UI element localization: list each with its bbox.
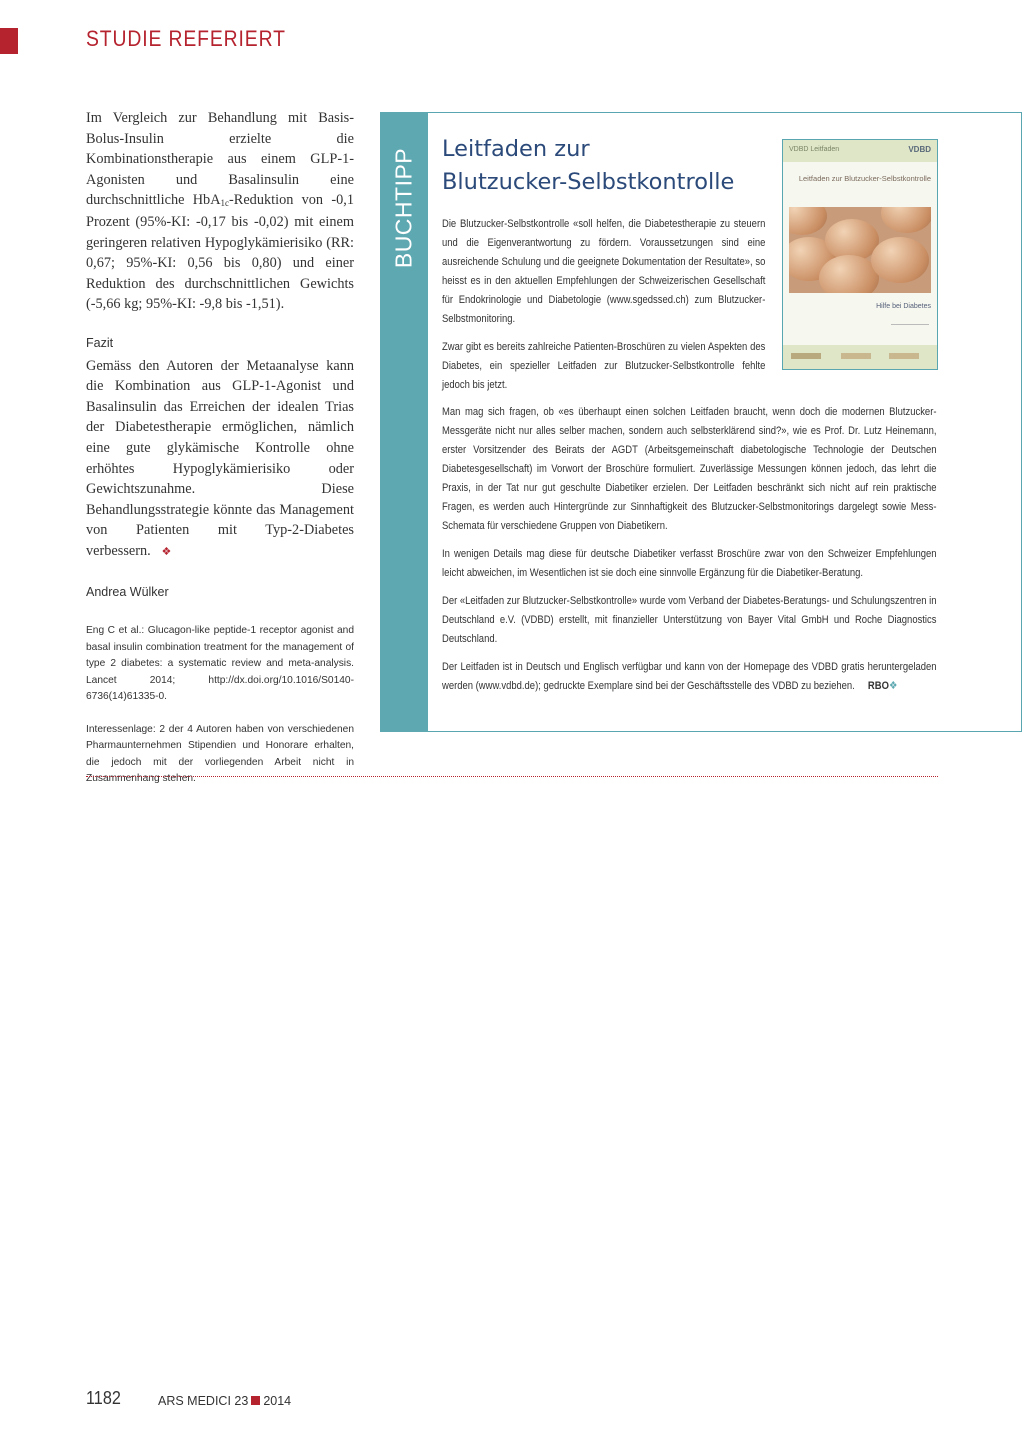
book-paragraph: Die Blutzucker-Selbstkontrolle «soll helfen, die Diabetestherapie zu steuern und die Eigenverantwortung zu fördern. Voraussetzungen sind eine ausreichende Schulung und die geeignete Dokumentation der Resultate», so heisst es in den aktuellen Empfehlungen der Schweizerischen Gesellschaft für Endokrinologie und Diabetologie (www.sgedssed.ch) zum Blutzucker-Selbstmonitoring.: [442, 218, 766, 325]
signature: RBO: [867, 680, 889, 692]
cover-header: VDBD Leitfaden VDBD: [783, 140, 937, 162]
book-paragraph: Man mag sich fragen, ob «es überhaupt einen solchen Leitfaden braucht, wenn doch die modernen Blutzucker-Messgeräte nicht nur alles selber machen, sondern auch selbsterklärend sind?», wie es Prof. Dr. Lutz Heinemann, erster Vorsitzender des Beirats der AGDT (Arbeitsgemeinschaft diabetologische Technologie der Deutschen Diabetesgesellschaft) im Vorwort der Broschüre formuliert. Zuverlässige Messungen können jedoch, das lehrt die Praxis, in der Tat nur gut geschulte Diabetiker erzielen. Der Leitfaden beschränkt sich nicht auf rein praktische Fragen, es werden auch Hintergründe zur Sinnhaftigkeit des Blutzucker-Selbstmonitorings dargelegt sowie Mess-Schemata für verschiedene Gruppen von Diabetikern.: [442, 406, 937, 532]
book-paragraph: In wenigen Details mag diese für deutsche Diabetiker verfasst Broschüre zwar von den Schweizer Empfehlungen leicht abweichen, im Wesentlichen ist sie doch eine sinnvolle Ergänzung für die Diabetiker-Beratung.: [442, 548, 937, 579]
cover-footer: [783, 345, 937, 369]
fazit-paragraph: Gemäss den Autoren der Metaanalyse kann die Kombination aus GLP-1-Agonist und Basalinsulin das Erreichen der idealen Trias der Diabetestherapie ermöglichen, nämlich eine gute glykämische Kontrolle ohne erhöhtes Hypoglykämierisiko oder Gewichtszunahme. Diese Behandlungsstrategie könnte das Management von Patienten mit Typ-2-Diabetes verbessern. ❖: [86, 357, 354, 559]
book-paragraph: Zwar gibt es bereits zahlreiche Patienten-Broschüren zu vielen Aspekten des Diabetes, ein spezieller Leitfaden zur Blutzucker-Selbstkontrolle fehlte jedoch bis jetzt.: [442, 341, 766, 391]
divider: [86, 776, 938, 777]
separator-square: [251, 1396, 260, 1405]
cover-subtitle: Hilfe bei Diabetes: [876, 303, 931, 310]
eggs-photo: [789, 207, 931, 293]
end-mark-icon: ❖: [161, 545, 172, 558]
cover-title: Leitfaden zur Blutzucker-Selbstkontrolle: [798, 174, 931, 183]
book-text-bottom: [442, 403, 937, 705]
book-paragraph: Der Leitfaden ist in Deutsch und Englisch verfügbar und kann von der Homepage des VDBD gratis heruntergeladen werden (www.vdbd.de); gedruckte Exemplare sind bei der Geschäftsstelle des VDBD zu beziehen. RBO❖: [442, 661, 937, 692]
author-name: Andrea Wülker: [86, 585, 169, 600]
book-text-top: [442, 215, 765, 404]
book-cover-image: [782, 139, 938, 370]
conflict-of-interest: Interessenlage: 2 der 4 Autoren haben von verschiedenen Pharmaunternehmen Stipendien und Honorare erhalten, die jedoch mit der vorliegenden Arbeit nicht in Zusammenhang stehen.: [86, 723, 354, 785]
results-paragraph: Im Vergleich zur Behandlung mit Basis-Bolus-Insulin erzielte die Kombinationstherapie aus einem GLP-1-Agonisten und Basalinsulin eine durchschnittliche HbA$_{1c}$-Reduktion von -0,1 Prozent (95%-KI: -0,17 bis -0,02) mit einem geringeren relativen Hypoglykämierisiko (RR: 0,67; 95%-KI: 0,56 bis 0,80) und einer Reduktion des durchschnittlichen Gewichts (-5,66 kg; 95%-KI: -9,8 bis -1,51).: [86, 110, 354, 313]
vdbd-logo: VDBD: [908, 145, 931, 154]
end-mark-icon: ❖: [888, 680, 898, 692]
section-marker: [0, 28, 18, 54]
book-paragraph: Der «Leitfaden zur Blutzucker-Selbstkontrolle» wurde vom Verband der Diabetes-Beratungs- und Schulungszentren in Deutschland e.V. (VDBD) erstellt, mit finanzieller Unterstützung von Bayer Vital GmbH und Roche Diagnostics Deutschland.: [442, 595, 937, 645]
page-number: 1182: [86, 1388, 121, 1408]
book-tip-label: BUCHTIPP: [390, 147, 417, 269]
reference: Eng C et al.: Glucagon-like peptide-1 receptor agonist and basal insulin combination treatment for the management of type 2 diabetes: a systematic review and meta-analysis. Lancet 2014; http://dx.doi.org/10.1016/S0140-6736(14)61335-0.: [86, 625, 354, 703]
publication-info: ARS MEDICI 23 2014: [158, 1394, 292, 1408]
section-title: STUDIE REFERIERT: [86, 26, 286, 51]
book-title: Leitfaden zur Blutzucker-Selbstkontrolle: [442, 136, 735, 195]
fazit-heading: Fazit: [86, 335, 114, 350]
left-column: [86, 108, 354, 788]
